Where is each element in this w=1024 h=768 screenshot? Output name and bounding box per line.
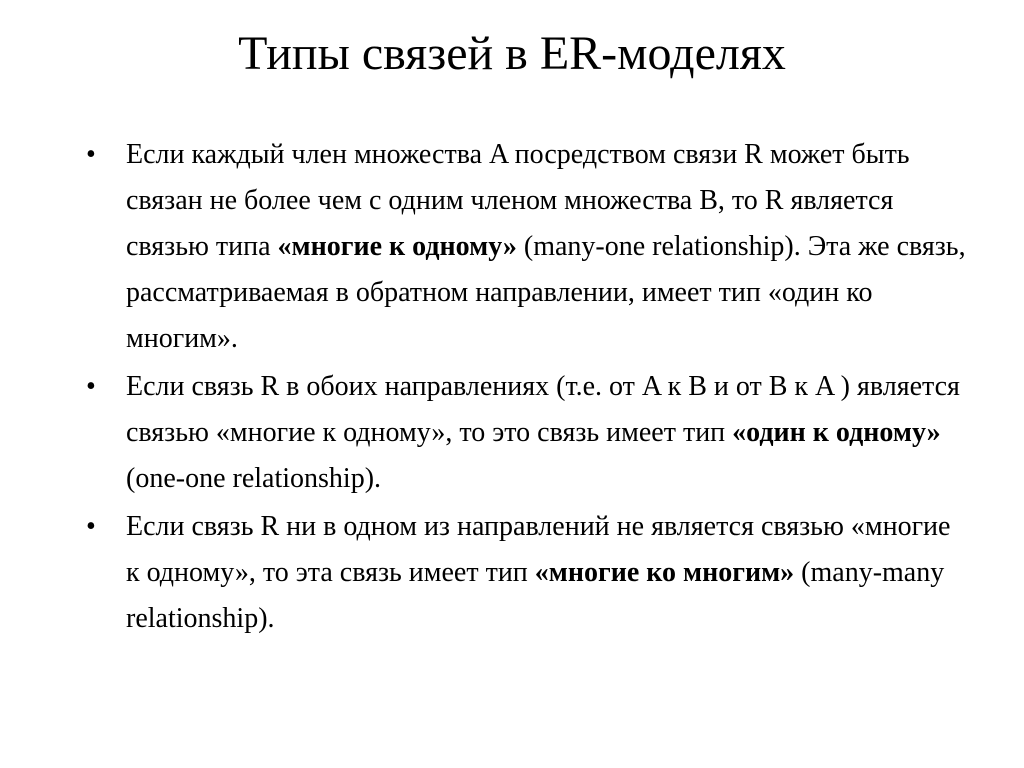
bullet-icon: • (86, 371, 96, 402)
bullet-text: Если каждый член множества A посредством связи R может быть связан не более чем с одним членом множества B, то R является связью типа (126, 139, 910, 262)
bullet-item-many-one (86, 132, 966, 362)
bullet-text-continued: (many-many relationship). (126, 557, 945, 634)
bullet-icon: • (86, 511, 96, 542)
bullet-bold-term: «один к одному» (732, 417, 941, 448)
bullet-bold-term: «многие ко многим» (534, 557, 795, 588)
bullet-text-continued: (one-one relationship). (126, 463, 382, 494)
bullet-item-one-one (86, 364, 966, 502)
bullet-icon: • (86, 139, 96, 170)
bullet-text-continued: (many-one relationship). Эта же связь, рассматриваемая в обратном направлении, имеет тип «один ко многим». (126, 231, 966, 354)
bullet-item-many-many (86, 504, 966, 642)
bullet-list (86, 132, 966, 644)
bullet-text: Если связь R ни в одном из направлений не является связью «многие к одному», то эта связь имеет тип (126, 511, 951, 588)
slide-title: Типы связей в ER-моделях (238, 27, 786, 80)
bullet-bold-term: «многие к одному» (277, 231, 517, 262)
bullet-text: Если связь R в обоих направлениях (т.е. от A к B и от B к A ) является связью «многие к одному», то это связь имеет тип (126, 371, 960, 448)
